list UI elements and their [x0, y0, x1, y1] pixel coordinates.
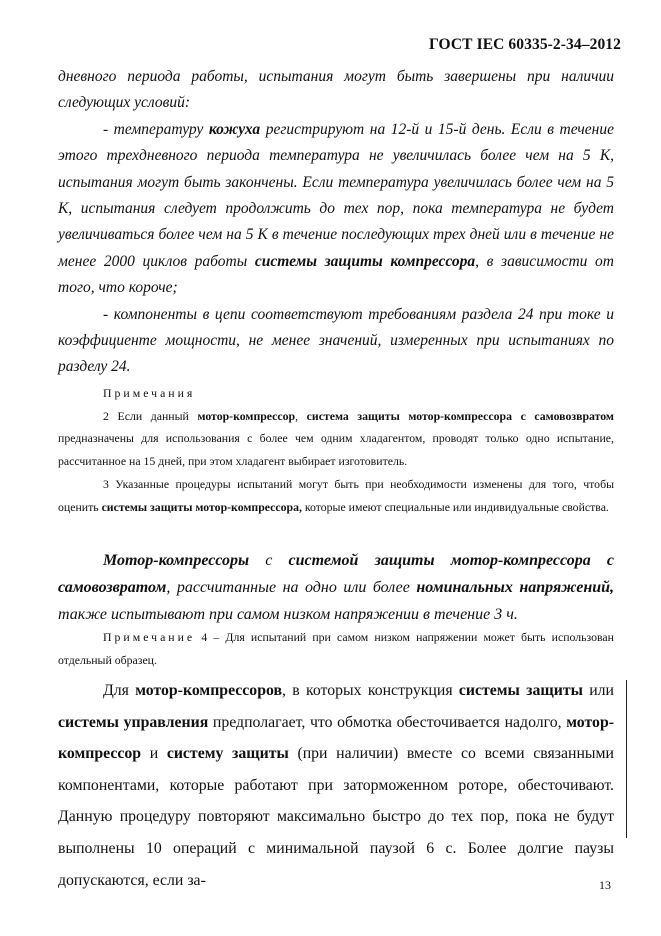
notes-heading: Примечания	[103, 386, 196, 400]
paragraph-continuation: дневного периода работы, испытания могут быть завершены при наличии следующих условий:	[58, 68, 614, 112]
paragraph-components: - компоненты в цепи соответствуют требованиям раздела 24 при токе и коэффициенте мощности, не менее значений, измеренных при испытаниях по разделу 24.	[58, 305, 614, 376]
term-compressor-protection: системы защиты компрессора	[254, 252, 476, 270]
document-header: ГОСТ IEC 60335-2-34–2012	[428, 36, 621, 53]
italic-block-1	[58, 64, 614, 381]
note-4-block	[58, 626, 614, 671]
change-bar	[626, 680, 627, 838]
paragraph-block-3	[58, 675, 614, 896]
note-4: Примечание 4 – Для испытаний при самом низком напряжении может быть использован отдельный образец.	[58, 630, 614, 667]
note-3: 3 Указанные процедуры испытаний могут быть при необходимости изменены для того, чтобы оценить системы защиты мотор-компрессора, которые имеют специальные или индивидуальные свойства.	[58, 476, 614, 514]
italic-block-2	[58, 547, 614, 628]
note-2: 2 Если данный мотор-компрессор, система защиты мотор-компрессора с самовозвратом предназначены для использования с более чем одним хладагентом, проводят только одно испытание, рассчитанное на 15 дней, при этом хладагент выбирает изготовитель.	[58, 408, 614, 469]
notes-block	[58, 382, 614, 518]
term-kozhukh: кожуха	[208, 120, 261, 138]
paragraph-temperature: - температуру кожуха регистрируют на 12-й и 15-й день. Если в течение этого трехдневного периода температура не увеличилась более чем на 5 К, испытания могут быть закончены. Если температура увеличилась более чем на 5 К, испытания следует продолжить до тех пор, пока температура не будет увеличиваться более чем на 5 К в течение последующих трех дней или в течение не менее 2000 циклов работы системы защиты компрессора, в зависимости от того, что короче;	[58, 120, 615, 297]
page-number: 13	[599, 878, 611, 892]
paragraph-low-voltage: Мотор-компрессоры с системой защиты мотор-компрессора с самовозвратом, рассчитанные на одно или более номинальных напряжений, также испытывают при самом низком напряжении в течение 3 ч.	[58, 552, 615, 623]
paragraph-deenergize: Для мотор-компрессоров, в которых конструкция системы защиты или системы управления предполагает, что обмотка обесточивается надолго, мотор-компрессор и систему защиты (при наличии) вместе со всеми связанными компонентами, которые работают при заторможенном роторе, обесточивают. Данную процедуру повторяют максимально быстро до тех пор, пока не будут выполнены 10 операций с минимальной паузой 6 с. Более долгие паузы допускаются, если за-	[58, 682, 615, 889]
